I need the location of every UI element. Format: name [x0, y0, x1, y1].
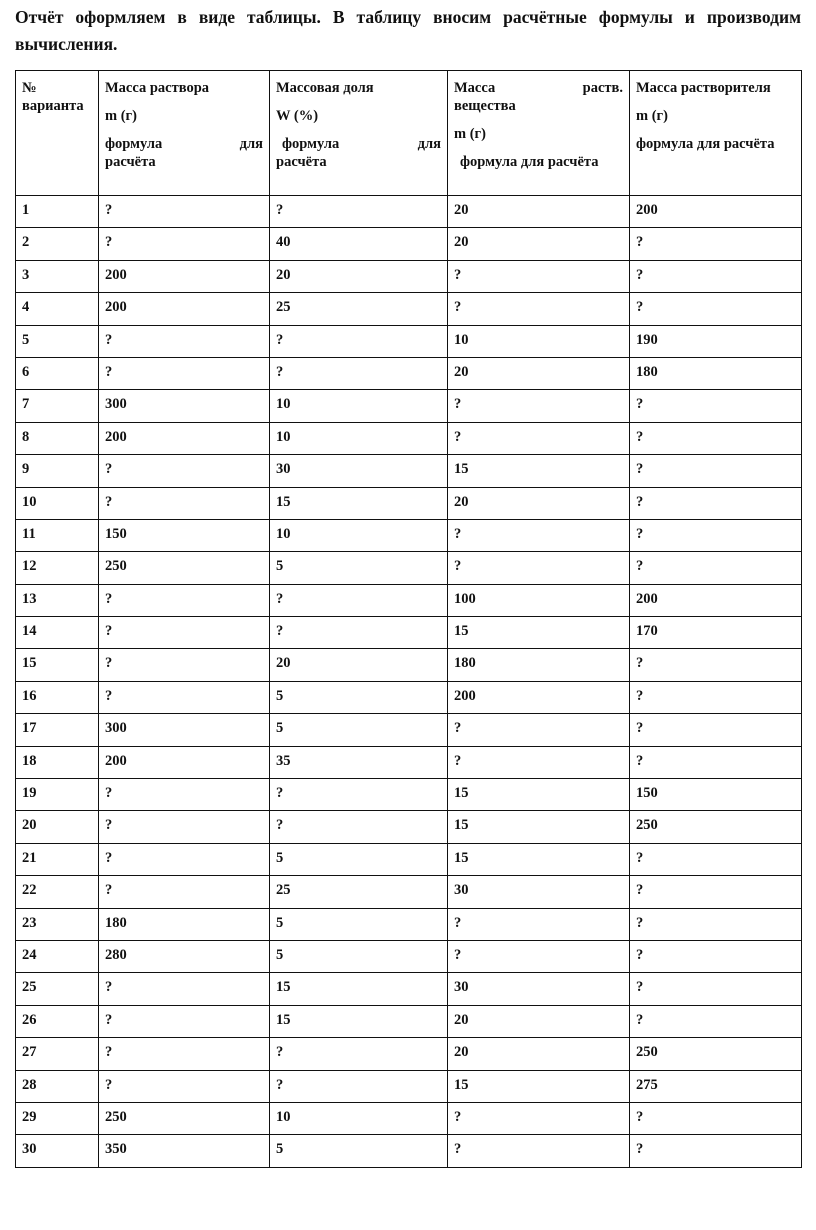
mass-fraction-cell: ? [270, 779, 448, 811]
mass-fraction-cell: 25 [270, 876, 448, 908]
mass-fraction-cell: 10 [270, 1102, 448, 1134]
variant-number-cell: 9 [16, 455, 99, 487]
mass-fraction-cell: 20 [270, 649, 448, 681]
mass-fraction-cell: 10 [270, 519, 448, 551]
table-row [16, 455, 802, 487]
mass-fraction-cell: 40 [270, 228, 448, 260]
solute-mass-cell: 100 [448, 584, 630, 616]
solute-mass-cell: ? [448, 908, 630, 940]
mass-fraction-cell: ? [270, 196, 448, 228]
solution-mass-cell: ? [99, 584, 270, 616]
variant-number-cell: 2 [16, 228, 99, 260]
solution-mass-cell: 300 [99, 714, 270, 746]
solute-mass-cell: 20 [448, 487, 630, 519]
solvent-mass-cell: ? [630, 487, 802, 519]
mass-fraction-cell: 5 [270, 843, 448, 875]
solvent-mass-cell: ? [630, 552, 802, 584]
solution-mass-cell: 180 [99, 908, 270, 940]
table-row [16, 811, 802, 843]
mass-fraction-cell: 20 [270, 260, 448, 292]
mass-fraction-cell: 15 [270, 1005, 448, 1037]
solvent-mass-cell: ? [630, 260, 802, 292]
solute-mass-cell: 180 [448, 649, 630, 681]
variant-number-cell: 10 [16, 487, 99, 519]
table-row [16, 487, 802, 519]
solution-mass-cell: ? [99, 843, 270, 875]
solution-mass-cell: ? [99, 325, 270, 357]
table-row [16, 390, 802, 422]
table-row [16, 940, 802, 972]
variant-number-cell: 16 [16, 681, 99, 713]
solute-mass-cell: ? [448, 746, 630, 778]
solvent-mass-cell: 200 [630, 584, 802, 616]
mass-fraction-cell: 5 [270, 552, 448, 584]
solvent-mass-cell: ? [630, 876, 802, 908]
solvent-mass-cell: ? [630, 455, 802, 487]
solution-mass-cell: ? [99, 617, 270, 649]
solute-mass-cell: 15 [448, 779, 630, 811]
solution-mass-cell: ? [99, 876, 270, 908]
variant-number-cell: 24 [16, 940, 99, 972]
variants-table [15, 70, 802, 1168]
variant-number-cell: 1 [16, 196, 99, 228]
table-row [16, 357, 802, 389]
table-row [16, 908, 802, 940]
solute-mass-cell: 30 [448, 973, 630, 1005]
solute-mass-cell: ? [448, 1135, 630, 1167]
solute-mass-cell: 15 [448, 843, 630, 875]
mass-fraction-cell: ? [270, 584, 448, 616]
variant-number-cell: 4 [16, 293, 99, 325]
table-body [16, 196, 802, 1168]
solution-mass-cell: ? [99, 681, 270, 713]
table-row [16, 196, 802, 228]
mass-fraction-cell: ? [270, 1038, 448, 1070]
table-row [16, 714, 802, 746]
solute-mass-cell: 20 [448, 228, 630, 260]
solution-mass-cell: ? [99, 811, 270, 843]
solute-mass-cell: 30 [448, 876, 630, 908]
mass-fraction-cell: ? [270, 617, 448, 649]
solution-mass-cell: 280 [99, 940, 270, 972]
solute-mass-cell: 15 [448, 455, 630, 487]
solution-mass-cell: ? [99, 1005, 270, 1037]
solvent-mass-cell: 200 [630, 196, 802, 228]
variant-number-cell: 8 [16, 422, 99, 454]
mass-fraction-cell: 5 [270, 940, 448, 972]
solution-mass-cell: 250 [99, 552, 270, 584]
solvent-mass-cell: ? [630, 228, 802, 260]
header-solute-mass: Масса раств. вещества m (г) формула для расчёта [448, 71, 630, 196]
solvent-mass-cell: ? [630, 422, 802, 454]
solution-mass-cell: ? [99, 357, 270, 389]
solution-mass-cell: 300 [99, 390, 270, 422]
solvent-mass-cell: ? [630, 1135, 802, 1167]
header-solution-mass: Масса раствора m (г) формула для расчёта [99, 71, 270, 196]
solute-mass-cell: 15 [448, 617, 630, 649]
intro-paragraph: Отчёт оформляем в виде таблицы. В таблицу вносим расчётные формулы и производим вычисления. [15, 7, 801, 54]
solute-mass-cell: 20 [448, 357, 630, 389]
solution-mass-cell: ? [99, 228, 270, 260]
variant-number-cell: 20 [16, 811, 99, 843]
solute-mass-cell: ? [448, 552, 630, 584]
variant-number-cell: 5 [16, 325, 99, 357]
mass-fraction-cell: 35 [270, 746, 448, 778]
solute-mass-cell: ? [448, 260, 630, 292]
solvent-mass-cell: 190 [630, 325, 802, 357]
table-header-row [16, 71, 802, 196]
table-row [16, 746, 802, 778]
variant-number-cell: 17 [16, 714, 99, 746]
table-row [16, 260, 802, 292]
solute-mass-cell: 20 [448, 1005, 630, 1037]
table-row [16, 325, 802, 357]
solution-mass-cell: ? [99, 649, 270, 681]
solute-mass-cell: 20 [448, 1038, 630, 1070]
mass-fraction-cell: 5 [270, 1135, 448, 1167]
solute-mass-cell: 15 [448, 1070, 630, 1102]
variant-number-cell: 23 [16, 908, 99, 940]
mass-fraction-cell: 10 [270, 422, 448, 454]
header-solvent-mass: Масса растворителя m (г) формула для расчёта [630, 71, 802, 196]
solute-mass-cell: 20 [448, 196, 630, 228]
solvent-mass-cell: ? [630, 649, 802, 681]
variant-number-cell: 6 [16, 357, 99, 389]
solvent-mass-cell: 180 [630, 357, 802, 389]
solute-mass-cell: ? [448, 714, 630, 746]
variant-number-cell: 19 [16, 779, 99, 811]
solvent-mass-cell: 250 [630, 811, 802, 843]
mass-fraction-cell: ? [270, 1070, 448, 1102]
solvent-mass-cell: ? [630, 681, 802, 713]
solvent-mass-cell: ? [630, 843, 802, 875]
variant-number-cell: 11 [16, 519, 99, 551]
variant-number-cell: 29 [16, 1102, 99, 1134]
mass-fraction-cell: ? [270, 811, 448, 843]
solution-mass-cell: 200 [99, 260, 270, 292]
solute-mass-cell: 15 [448, 811, 630, 843]
solvent-mass-cell: ? [630, 714, 802, 746]
table-row [16, 1135, 802, 1167]
solute-mass-cell: ? [448, 422, 630, 454]
table-row [16, 973, 802, 1005]
variant-number-cell: 21 [16, 843, 99, 875]
solution-mass-cell: ? [99, 779, 270, 811]
solvent-mass-cell: ? [630, 1102, 802, 1134]
mass-fraction-cell: 30 [270, 455, 448, 487]
variant-number-cell: 30 [16, 1135, 99, 1167]
solution-mass-cell: 200 [99, 746, 270, 778]
variant-number-cell: 12 [16, 552, 99, 584]
solution-mass-cell: 250 [99, 1102, 270, 1134]
solute-mass-cell: 10 [448, 325, 630, 357]
variant-number-cell: 13 [16, 584, 99, 616]
table-row [16, 1005, 802, 1037]
variant-number-cell: 28 [16, 1070, 99, 1102]
variant-number-cell: 15 [16, 649, 99, 681]
table-row [16, 1102, 802, 1134]
solvent-mass-cell: 250 [630, 1038, 802, 1070]
table-row [16, 1038, 802, 1070]
solvent-mass-cell: ? [630, 940, 802, 972]
solvent-mass-cell: 150 [630, 779, 802, 811]
table-row [16, 228, 802, 260]
table-row [16, 617, 802, 649]
mass-fraction-cell: 15 [270, 487, 448, 519]
mass-fraction-cell: 10 [270, 390, 448, 422]
variant-number-cell: 27 [16, 1038, 99, 1070]
header-mass-fraction: Массовая доля W (%) формула для расчёта [270, 71, 448, 196]
mass-fraction-cell: 5 [270, 908, 448, 940]
table-row [16, 519, 802, 551]
table-row [16, 876, 802, 908]
solvent-mass-cell: ? [630, 1005, 802, 1037]
solution-mass-cell: ? [99, 196, 270, 228]
variant-number-cell: 22 [16, 876, 99, 908]
table-row [16, 843, 802, 875]
solute-mass-cell: 200 [448, 681, 630, 713]
solute-mass-cell: ? [448, 1102, 630, 1134]
variant-number-cell: 25 [16, 973, 99, 1005]
table-row [16, 1070, 802, 1102]
variant-number-cell: 18 [16, 746, 99, 778]
table-row [16, 681, 802, 713]
mass-fraction-cell: 25 [270, 293, 448, 325]
solute-mass-cell: ? [448, 940, 630, 972]
mass-fraction-cell: ? [270, 357, 448, 389]
solvent-mass-cell: ? [630, 973, 802, 1005]
mass-fraction-cell: 15 [270, 973, 448, 1005]
table-row [16, 552, 802, 584]
solvent-mass-cell: 170 [630, 617, 802, 649]
solvent-mass-cell: ? [630, 390, 802, 422]
variant-number-cell: 14 [16, 617, 99, 649]
solution-mass-cell: ? [99, 455, 270, 487]
mass-fraction-cell: 5 [270, 714, 448, 746]
solution-mass-cell: 200 [99, 422, 270, 454]
table-row [16, 584, 802, 616]
solution-mass-cell: ? [99, 1038, 270, 1070]
variant-number-cell: 26 [16, 1005, 99, 1037]
mass-fraction-cell: ? [270, 325, 448, 357]
header-variant-number: № варианта [16, 71, 99, 196]
solution-mass-cell: ? [99, 973, 270, 1005]
table-row [16, 293, 802, 325]
solution-mass-cell: 200 [99, 293, 270, 325]
solute-mass-cell: ? [448, 519, 630, 551]
solvent-mass-cell: ? [630, 293, 802, 325]
solvent-mass-cell: 275 [630, 1070, 802, 1102]
solution-mass-cell: 150 [99, 519, 270, 551]
table-row [16, 779, 802, 811]
table-row [16, 649, 802, 681]
solvent-mass-cell: ? [630, 746, 802, 778]
solute-mass-cell: ? [448, 293, 630, 325]
variant-number-cell: 7 [16, 390, 99, 422]
solution-mass-cell: ? [99, 487, 270, 519]
table-row [16, 422, 802, 454]
mass-fraction-cell: 5 [270, 681, 448, 713]
solute-mass-cell: ? [448, 390, 630, 422]
solvent-mass-cell: ? [630, 908, 802, 940]
solution-mass-cell: ? [99, 1070, 270, 1102]
solvent-mass-cell: ? [630, 519, 802, 551]
variant-number-cell: 3 [16, 260, 99, 292]
solution-mass-cell: 350 [99, 1135, 270, 1167]
